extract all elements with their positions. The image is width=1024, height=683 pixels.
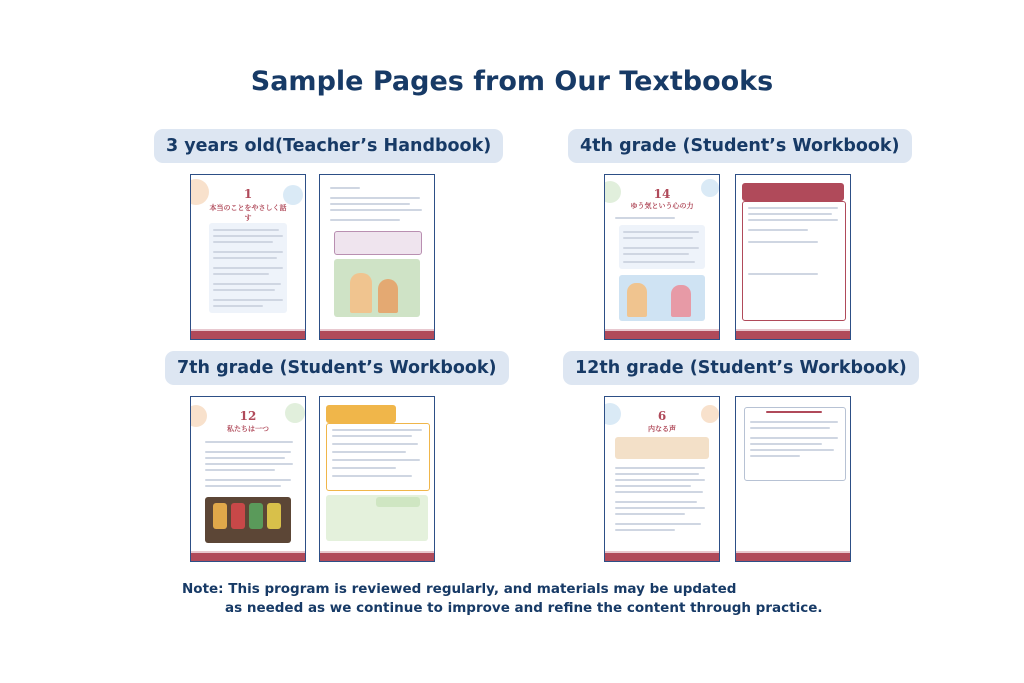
- footnote-line-1: Note: This program is reviewed regularly, and materials may be updated: [182, 581, 737, 597]
- page-number: 14: [653, 187, 671, 201]
- section-label-3-years: 3 years old(Teacher’s Handbook): [154, 129, 503, 163]
- section-label-12th-grade: 12th grade (Student’s Workbook): [563, 351, 919, 385]
- page-title: Sample Pages from Our Textbooks: [250, 66, 774, 97]
- section-label-4th-grade: 4th grade (Student’s Workbook): [568, 129, 912, 163]
- page-number: 6: [657, 409, 667, 423]
- sample-page-12th-grade-left: [604, 396, 720, 562]
- page-heading: 本当のことをやさしく話す: [209, 204, 287, 222]
- sample-page-4th-grade-left: [604, 174, 720, 340]
- footnote: [182, 580, 822, 618]
- sample-page-3-years-left: [190, 174, 306, 340]
- sample-page-7th-grade-right: [319, 396, 435, 562]
- page-heading: 内なる声: [648, 425, 676, 433]
- sample-page-4th-grade-right: [735, 174, 851, 340]
- page-number: 12: [239, 409, 257, 423]
- sample-page-7th-grade-left: [190, 396, 306, 562]
- sample-page-3-years-right: [319, 174, 435, 340]
- footnote-line-2: as needed as we continue to improve and refine the content through practice.: [225, 600, 823, 616]
- sample-page-12th-grade-right: [735, 396, 851, 562]
- page-heading: ゆう気という心の力: [630, 202, 694, 210]
- section-label-7th-grade: 7th grade (Student’s Workbook): [165, 351, 509, 385]
- page-number: 1: [243, 187, 253, 201]
- page-heading: 私たちは一つ: [227, 425, 269, 433]
